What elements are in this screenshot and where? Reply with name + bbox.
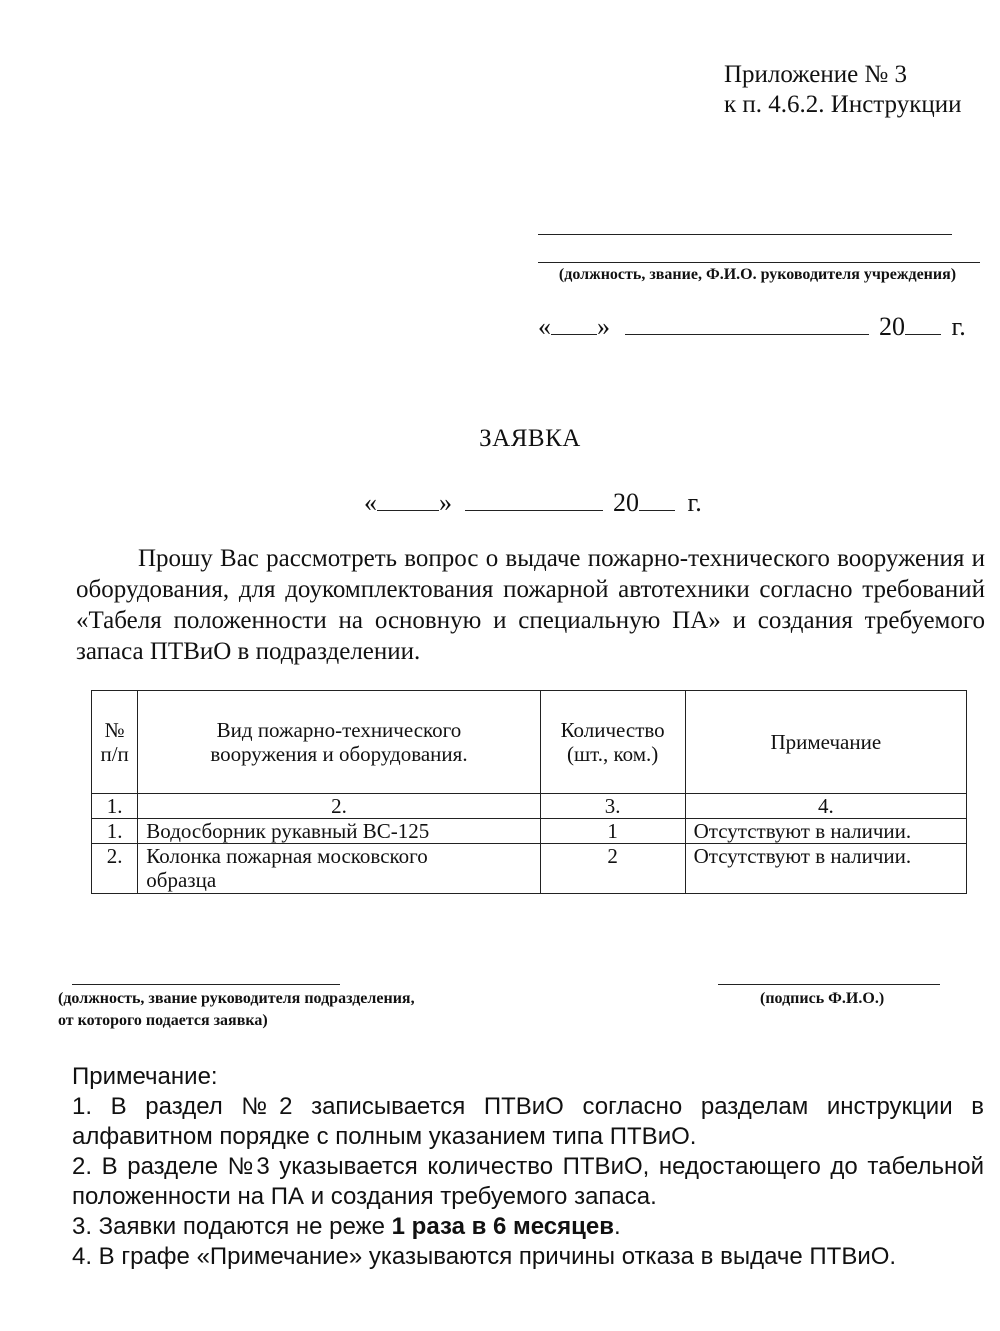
date-open-quote: « xyxy=(364,488,377,517)
position-caption xyxy=(58,988,415,1032)
month-blank xyxy=(625,312,869,335)
col-number: 4. xyxy=(685,794,966,819)
document-title: ЗАЯВКА xyxy=(479,425,581,452)
row-item: Колонка пожарная московского образца xyxy=(138,844,540,894)
position-caption-line1: (должность, звание руководителя подразделения, xyxy=(58,990,415,1007)
header-num-line1: № xyxy=(104,718,125,742)
year-suffix: г. xyxy=(951,312,966,341)
header-qty-line2: (шт., ком.) xyxy=(566,742,659,766)
date-close-quote: » xyxy=(597,312,610,341)
row-note: Отсутствуют в наличии. xyxy=(685,844,966,894)
header-qty xyxy=(540,691,685,794)
request-text: Прошу Вас рассмотреть вопрос о выдаче пожарно-технического вооружения и оборудования, для доукомплектования пожарной автотехники согласно требований «Табеля положенности на основную и специальную ПА» и создания требуемого запаса ПТВиО в подразделении. xyxy=(76,545,985,665)
header-num-line2: п/п xyxy=(100,742,129,766)
row-num: 2. xyxy=(92,844,138,894)
addressee-date xyxy=(538,312,966,342)
appendix-clause: к п. 4.6.2. Инструкции xyxy=(724,91,962,118)
request-paragraph xyxy=(76,543,985,667)
header-type-line2: вооружения и оборудования. xyxy=(210,742,468,766)
request-table xyxy=(91,690,967,894)
note-item-1: 1. В раздел №2 записывается ПТВиО согласно разделам инструкции в алфавитном порядке с полным указанием типа ПТВиО. xyxy=(72,1093,984,1150)
row-num: 1. xyxy=(92,819,138,844)
year-suffix: г. xyxy=(687,488,702,517)
request-date xyxy=(364,488,702,518)
row-qty: 2 xyxy=(540,844,685,894)
notes-heading: Примечание: xyxy=(72,1063,218,1090)
header-qty-line1: Количество xyxy=(560,718,665,742)
header-type-line1: Вид пожарно-технического xyxy=(216,718,462,742)
note-item-4: 4. В графе «Примечание» указываются причины отказа в выдаче ПТВиО. xyxy=(72,1243,897,1270)
month-blank xyxy=(465,488,603,511)
day-blank xyxy=(377,488,439,511)
year-blank xyxy=(639,488,675,511)
notes-section xyxy=(72,1062,984,1272)
col-number: 3. xyxy=(540,794,685,819)
note-item-3 xyxy=(72,1212,984,1242)
col-number: 1. xyxy=(92,794,138,819)
note-item-2: 2. В разделе №3 указывается количество ПТВиО, недостающего до табельной положенности на ПА и создания требуемого запаса. xyxy=(72,1153,984,1210)
table-row xyxy=(92,819,967,844)
day-blank xyxy=(551,312,597,335)
year-prefix: 20 xyxy=(613,488,639,517)
date-close-quote: » xyxy=(439,488,452,517)
row-item: Водосборник рукавный ВС-125 xyxy=(138,819,540,844)
row-note: Отсутствуют в наличии. xyxy=(685,819,966,844)
header-type xyxy=(138,691,540,794)
row-qty: 1 xyxy=(540,819,685,844)
addressee-caption: (должность, звание, Ф.И.О. руководителя учреждения) xyxy=(558,266,957,283)
signature-line xyxy=(718,984,940,985)
header-note: Примечание xyxy=(685,691,966,794)
appendix-reference xyxy=(724,60,962,120)
table-row xyxy=(92,844,967,894)
note-item-3-end: . xyxy=(614,1213,621,1240)
position-caption-line2: от которого подается заявка) xyxy=(58,1012,268,1029)
note-item-3-text: 3. Заявки подаются не реже xyxy=(72,1213,392,1240)
year-prefix: 20 xyxy=(879,312,905,341)
table-header-row xyxy=(92,691,967,794)
appendix-number: Приложение № 3 xyxy=(724,61,908,88)
column-number-row xyxy=(92,794,967,819)
position-signature-line xyxy=(72,984,340,985)
addressee-line-1 xyxy=(538,234,952,235)
signature-caption: (подпись Ф.И.О.) xyxy=(760,990,885,1007)
note-item-3-emphasis: 1 раза в 6 месяцев xyxy=(391,1213,615,1240)
header-num xyxy=(92,691,138,794)
year-blank xyxy=(905,312,941,335)
date-open-quote: « xyxy=(538,312,551,341)
col-number: 2. xyxy=(138,794,540,819)
addressee-line-2 xyxy=(538,262,980,263)
